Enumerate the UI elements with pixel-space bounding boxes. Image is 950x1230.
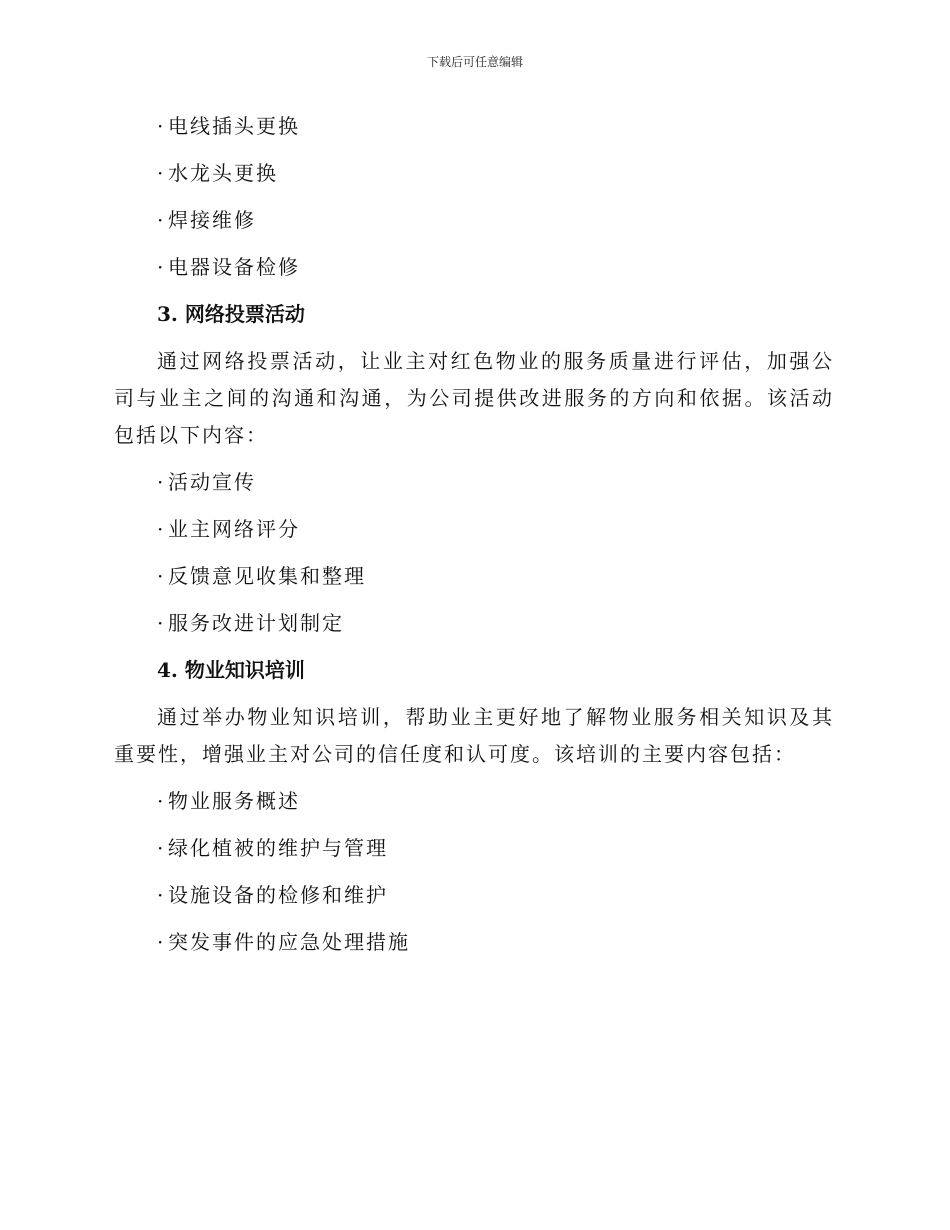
section-paragraph: 通过网络投票活动，让业主对红色物业的服务质量进行评估，加强公司与业主之间的沟通和沟通，为公司提供改进服务的方向和依据。该活动包括以下内容： — [114, 349, 834, 447]
list-item-text: 焊接维修 — [168, 208, 256, 232]
list-item — [157, 924, 834, 961]
list-item-text: 反馈意见收集和整理 — [168, 564, 366, 588]
bullet-icon: · — [157, 883, 166, 907]
section-heading: 3. 网络投票活动 — [157, 302, 305, 326]
list-item-text: 业主网络评分 — [168, 517, 300, 541]
list-item-text: 水龙头更换 — [168, 161, 278, 185]
list-item — [157, 202, 834, 239]
list-item — [157, 830, 834, 867]
bullet-icon: · — [157, 611, 166, 635]
bullet-icon: · — [157, 564, 166, 588]
bullet-icon: · — [157, 161, 166, 185]
bullet-icon: · — [157, 255, 166, 279]
bullet-icon: · — [157, 114, 166, 138]
list-item — [157, 108, 834, 145]
list-item-text: 电线插头更换 — [168, 114, 300, 138]
list-item — [157, 783, 834, 820]
list-item-text: 电器设备检修 — [168, 255, 300, 279]
list-item-text: 服务改进计划制定 — [168, 611, 344, 635]
list-item — [157, 605, 834, 642]
list-item-text: 突发事件的应急处理措施 — [168, 930, 410, 954]
list-item — [157, 464, 834, 501]
section-heading: 4. 物业知识培训 — [157, 658, 305, 682]
list-item-text: 绿化植被的维护与管理 — [168, 836, 388, 860]
section-paragraph: 通过举办物业知识培训，帮助业主更好地了解物业服务相关知识及其重要性，增强业主对公司的信任度和认可度。该培训的主要内容包括： — [114, 705, 834, 766]
list-item-text: 物业服务概述 — [168, 789, 300, 813]
list-item — [157, 877, 834, 914]
list-item-text: 设施设备的检修和维护 — [168, 883, 388, 907]
list-item — [157, 155, 834, 192]
bullet-icon: · — [157, 930, 166, 954]
bullet-icon: · — [157, 789, 166, 813]
bullet-icon: · — [157, 208, 166, 232]
document-body — [114, 108, 834, 971]
list-item — [157, 511, 834, 548]
page-header: 下载后可任意编辑 — [426, 55, 523, 69]
bullet-icon: · — [157, 836, 166, 860]
bullet-icon: · — [157, 517, 166, 541]
list-item — [157, 558, 834, 595]
bullet-icon: · — [157, 470, 166, 494]
list-item-text: 活动宣传 — [168, 470, 256, 494]
list-item — [157, 249, 834, 286]
